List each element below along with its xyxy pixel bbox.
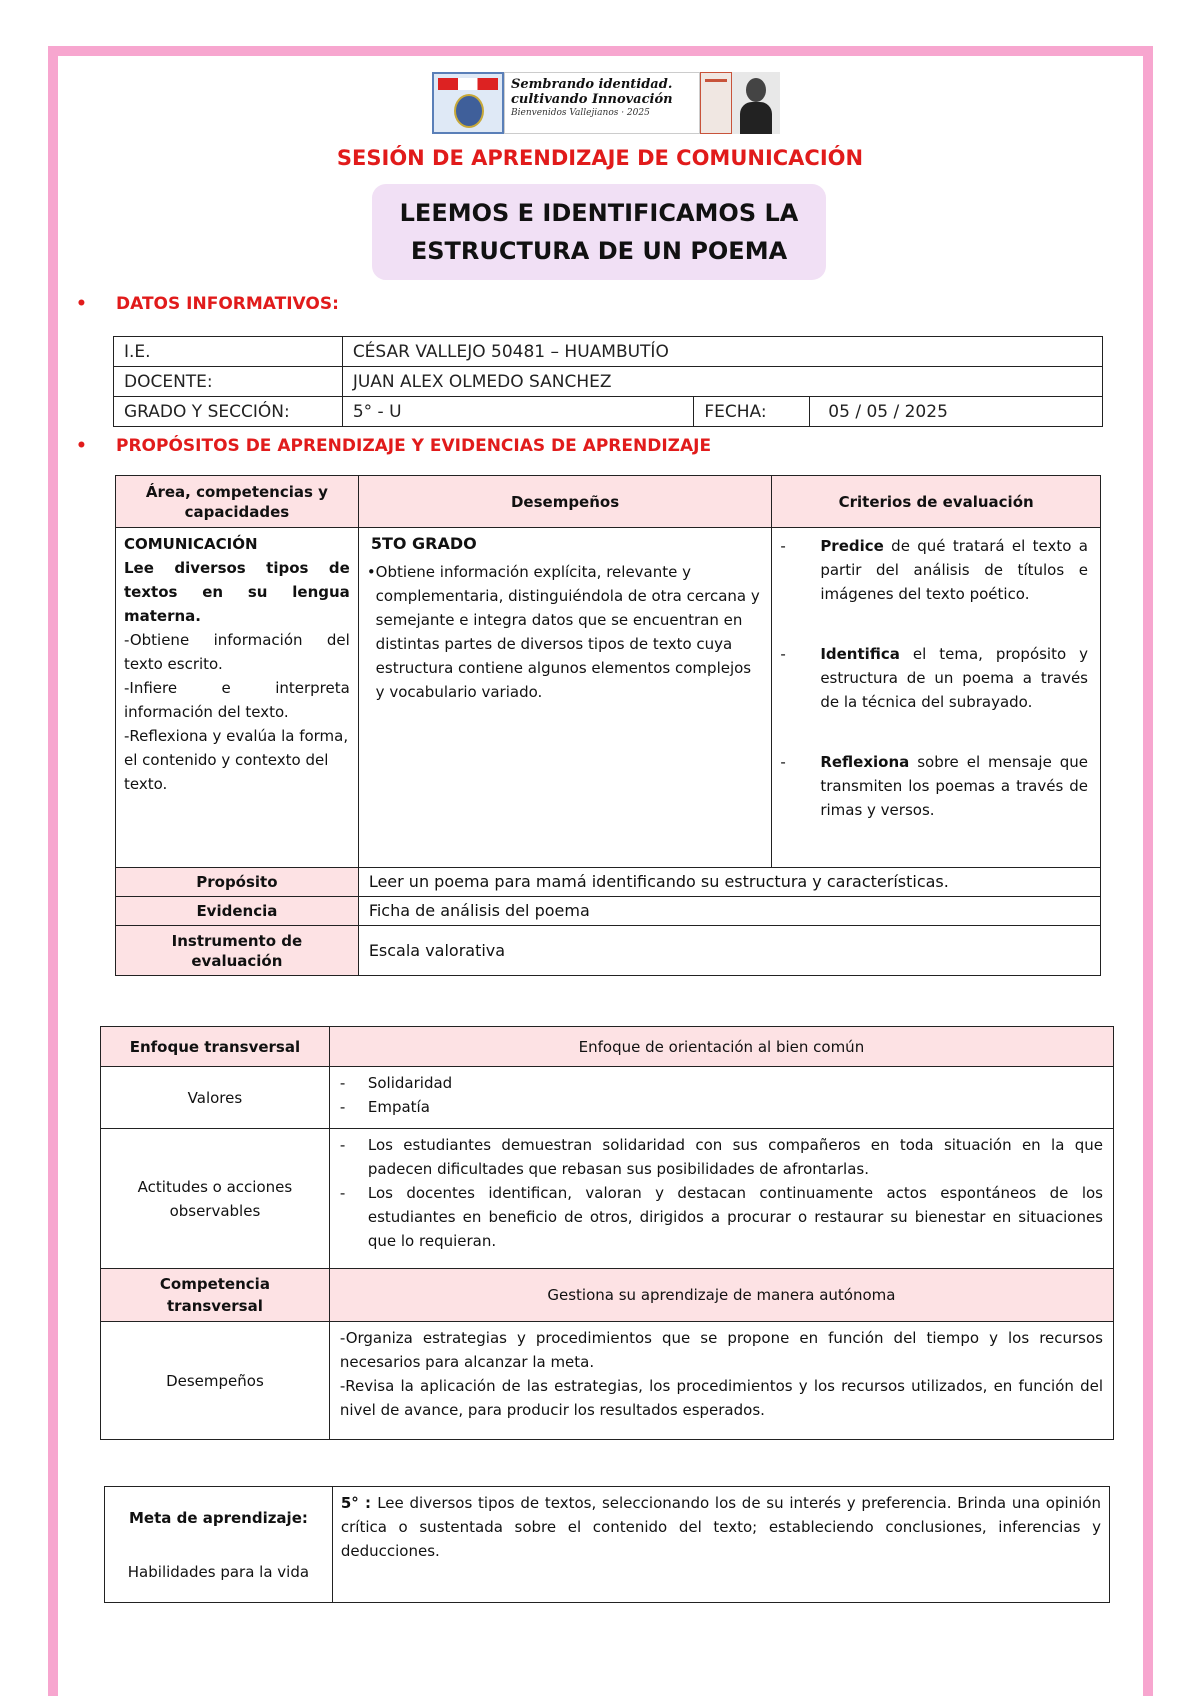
capacidad-2: -Infiere e interpreta información del texto. xyxy=(124,679,350,721)
datos-table xyxy=(113,336,1103,427)
meta-text: Lee diversos tipos de textos, seleccionando los de su interés y preferencia. Brinda una opinión crítica o sustentada sobre el contenido del texto; estableciendo conclusiones, inferencias y deducciones. xyxy=(340,1494,1101,1560)
table-row xyxy=(116,528,1101,868)
criterio-2: - Identifica el tema, propósito y estructura de un poema a través de la técnica del subrayado. xyxy=(780,645,1088,711)
col-header-area: Área, competencias y capacidades xyxy=(116,476,359,528)
propositos-heading xyxy=(76,436,712,456)
desempeno-transversal-2: -Revisa la aplicación de las estrategias, los procedimientos y los recursos utilizados, en función del nivel de avance, para producir los resultados esperados. xyxy=(339,1377,1103,1419)
desempenos-label: Desempeños xyxy=(101,1322,330,1440)
criterio-2-verb: Identifica xyxy=(820,645,900,663)
grado-label: GRADO Y SECCIÓN: xyxy=(114,397,343,427)
session-title-line2: ESTRUCTURA DE UN POEMA xyxy=(410,237,788,265)
desempeno-item xyxy=(367,560,764,704)
area-cell xyxy=(116,528,359,868)
desempeno-transversal-1: -Organiza estrategias y procedimientos que se propone en función del tiempo y los recursos necesarios para alcanzar la meta. xyxy=(339,1329,1103,1371)
meta-sublabel: Habilidades para la vida xyxy=(127,1562,310,1581)
valor-2: Empatía xyxy=(367,1098,430,1116)
bullet-icon: • xyxy=(366,563,376,581)
logo-line2: cultivando Innovación xyxy=(511,92,673,107)
logo-text xyxy=(504,72,700,134)
instrumento-label: Instrumento de evaluación xyxy=(116,926,359,976)
competencia-transversal-label: Competencia transversal xyxy=(101,1269,330,1322)
enfoque-value: Enfoque de orientación al bien común xyxy=(329,1027,1113,1067)
session-title-line1: LEEMOS E IDENTIFICAMOS LA xyxy=(399,199,799,227)
instrumento-value: Escala valorativa xyxy=(358,926,1100,976)
actitud-2: Los docentes identifican, valoran y destacan continuamente actos espontáneos de los estudiantes en beneficio de otros, dirigidos a procurar o restaurar su bienestar en situaciones que lo requieran. xyxy=(367,1184,1103,1250)
bullet-icon: • xyxy=(76,294,87,314)
evidencia-label: Evidencia xyxy=(116,897,359,926)
propositos-heading-text: PROPÓSITOS DE APRENDIZAJE Y EVIDENCIAS DE APRENDIZAJE xyxy=(116,436,712,456)
actitudes-cell xyxy=(329,1129,1113,1269)
criterios-cell xyxy=(772,528,1101,868)
table-row xyxy=(116,476,1101,528)
criterio-1-text: de qué tratará el texto a partir del análisis de títulos e imágenes del texto poético. xyxy=(820,537,1088,603)
criterio-3-verb: Reflexiona xyxy=(820,753,910,771)
grado-heading: 5TO GRADO xyxy=(370,534,477,553)
meta-label-cell xyxy=(105,1487,333,1603)
valor-1: Solidaridad xyxy=(367,1074,453,1092)
table-row xyxy=(105,1487,1110,1603)
competencia-transversal-value: Gestiona su aprendizaje de manera autónoma xyxy=(329,1269,1113,1322)
fecha-value: 05 / 05 / 2025 xyxy=(810,397,1103,427)
evidencia-value: Ficha de análisis del poema xyxy=(358,897,1100,926)
valores-cell xyxy=(329,1067,1113,1129)
enfoque-label: Enfoque transversal xyxy=(101,1027,330,1067)
meta-grade: 5° xyxy=(340,1494,359,1512)
list-item: - Empatía xyxy=(339,1098,430,1116)
table-row xyxy=(101,1269,1114,1322)
table-row xyxy=(101,1027,1114,1067)
meta-table xyxy=(104,1486,1110,1603)
col-header-desempenos: Desempeños xyxy=(358,476,772,528)
ie-label: I.E. xyxy=(114,337,343,367)
proposito-value: Leer un poema para mamá identificando su estructura y características. xyxy=(358,868,1100,897)
criterio-1: - Predice de qué tratará el texto a partir del análisis de títulos e imágenes del texto poético. xyxy=(780,537,1088,603)
capacidad-3: -Reflexiona y evalúa la forma, el contenido y contexto del texto. xyxy=(124,727,349,793)
docente-value: JUAN ALEX OLMEDO SANCHEZ xyxy=(342,367,1102,397)
actitud-1: Los estudiantes demuestran solidaridad con sus compañeros en toda situación en la que padecen dificultades que rebasan sus posibilidades de afrontarlas. xyxy=(367,1136,1103,1178)
logo-line1: Sembrando identidad. xyxy=(511,77,673,92)
table-row xyxy=(101,1322,1114,1440)
capacidad-1: -Obtiene información del texto escrito. xyxy=(124,631,350,673)
desempeno-text: Obtiene información explícita, relevante y complementaria, distinguiéndola de otra cercana y semejante e integra datos que se encuentran en distintas partes de diversos tipos de texto cuya estructura contiene algunos elementos complejos y vocabulario variado. xyxy=(375,563,760,701)
area-name: COMUNICACIÓN xyxy=(124,535,258,553)
valores-label: Valores xyxy=(101,1067,330,1129)
list-item: - Los docentes identifican, valoran y destacan continuamente actos espontáneos de los estudiantes en beneficio de otros, dirigidos a procurar o restaurar su bienestar en situaciones que lo requieran. xyxy=(339,1184,1103,1250)
list-item: - Los estudiantes demuestran solidaridad con sus compañeros en toda situación en la que padecen dificultades que rebasan sus posibilidades de afrontarlas. xyxy=(339,1136,1103,1178)
proposito-label: Propósito xyxy=(116,868,359,897)
actitudes-label: Actitudes o acciones observables xyxy=(101,1129,330,1269)
meta-text-cell: 5° : Lee diversos tipos de textos, seleccionando los de su interés y preferencia. Brinda una opinión crítica o sustentada sobre el contenido del texto; estableciendo conclusiones, inferencias y deducciones. xyxy=(332,1487,1109,1603)
ie-value: CÉSAR VALLEJO 50481 – HUAMBUTÍO xyxy=(342,337,1102,367)
table-row xyxy=(116,897,1101,926)
enfoque-table xyxy=(100,1026,1114,1440)
col-header-criterios: Criterios de evaluación xyxy=(772,476,1101,528)
page-title: SESIÓN DE APRENDIZAJE DE COMUNICACIÓN xyxy=(336,146,864,170)
datos-heading-text: DATOS INFORMATIVOS: xyxy=(116,294,339,314)
datos-heading xyxy=(76,294,339,314)
table-row xyxy=(101,1129,1114,1269)
logo-line3: Bienvenidos Vallejianos · 2025 xyxy=(511,108,650,118)
criterio-2-text: el tema, propósito y estructura de un poema a través de la técnica del subrayado. xyxy=(820,645,1088,711)
table-row xyxy=(114,367,1103,397)
table-row xyxy=(101,1067,1114,1129)
criterio-3-text: sobre el mensaje que transmiten los poemas a través de rimas y versos. xyxy=(820,753,1088,819)
school-logo-banner xyxy=(432,72,780,134)
desempenos-cell xyxy=(329,1322,1113,1440)
meta-label: Meta de aprendizaje: xyxy=(128,1508,308,1527)
session-title-box xyxy=(372,184,826,280)
table-row xyxy=(114,337,1103,367)
table-row xyxy=(116,868,1101,897)
table-row xyxy=(116,926,1101,976)
grado-value: 5° - U xyxy=(342,397,694,427)
school-crest-icon xyxy=(432,72,504,134)
fecha-label: FECHA: xyxy=(694,397,810,427)
criterio-3: - Reflexiona sobre el mensaje que transmiten los poemas a través de rimas y versos. xyxy=(780,753,1088,819)
competencia-text: Lee diversos tipos de textos en su lengua materna. xyxy=(124,559,350,625)
propositos-table xyxy=(115,475,1101,976)
table-row xyxy=(114,397,1103,427)
criterio-1-verb: Predice xyxy=(820,537,884,555)
portrait-image xyxy=(700,72,780,134)
docente-label: DOCENTE: xyxy=(114,367,343,397)
desempeno-cell xyxy=(358,528,772,868)
bullet-icon: • xyxy=(76,436,87,456)
list-item: - Solidaridad xyxy=(339,1074,453,1092)
